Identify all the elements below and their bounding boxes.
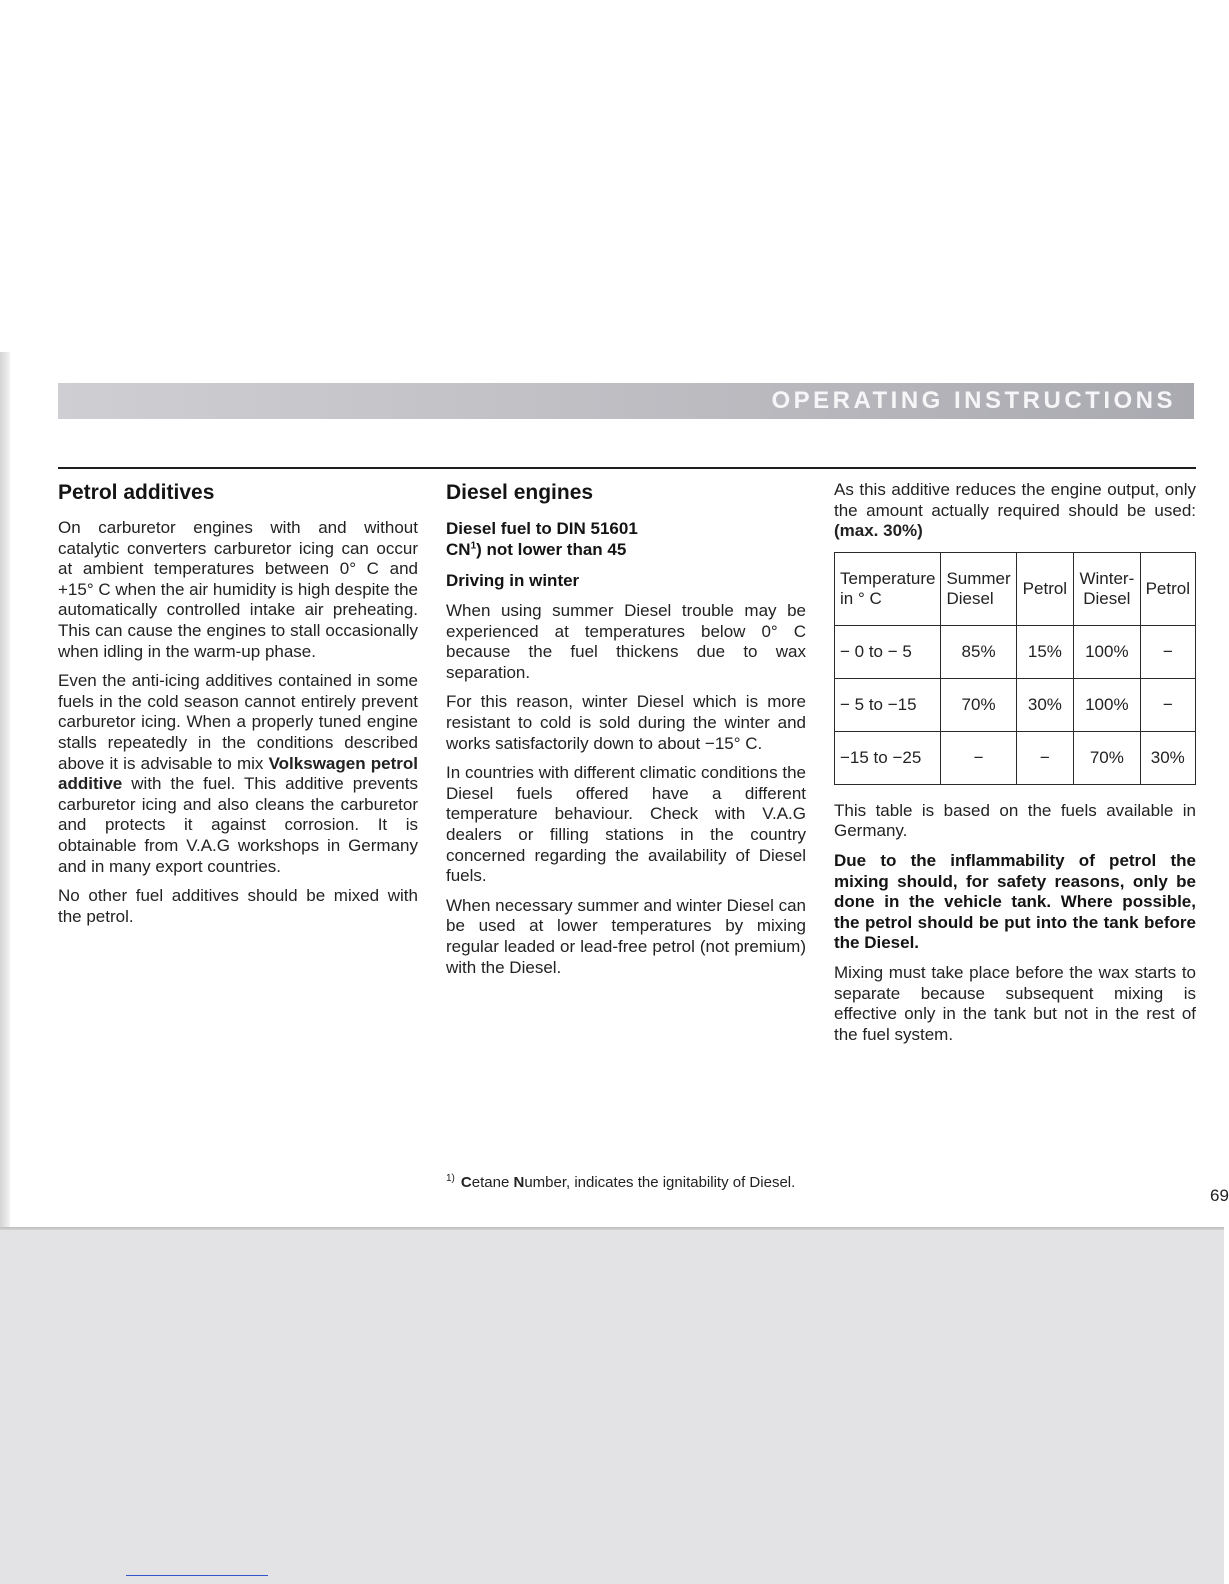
- scan-background: [0, 1230, 1224, 1584]
- subheading-driving-in-winter: Driving in winter: [446, 571, 580, 590]
- footnote-marker: 1): [446, 1173, 455, 1184]
- text-cn-rest: ) not lower than 45: [476, 540, 627, 559]
- text-segment: As this additive reduces the engine output, only the amount actually required should be used:: [834, 480, 1196, 520]
- footnote-ref: 1: [470, 540, 477, 552]
- heading-petrol-additives: Petrol additives: [58, 481, 215, 504]
- table-row: [835, 625, 1196, 678]
- table-cell: −: [1016, 731, 1073, 784]
- page-number: 69: [1210, 1186, 1229, 1205]
- table-cell: −: [941, 731, 1016, 784]
- section-header-title: OPERATING INSTRUCTIONS: [771, 387, 1176, 414]
- paragraph-additive-intro: [834, 480, 1196, 542]
- text-cetane-rest: etane: [471, 1174, 514, 1191]
- table-header-row: [835, 552, 1196, 625]
- paragraph-table-basis: This table is based on the fuels available in Germany.: [834, 800, 1196, 841]
- text-number-rest: umber, indicates the ignitability of Diesel.: [524, 1174, 796, 1191]
- paragraph-anti-icing: [58, 671, 418, 877]
- link-underline: [126, 1575, 268, 1576]
- table-header-cell: Winter-Diesel: [1074, 552, 1140, 625]
- paragraph-winter-diesel: For this reason, winter Diesel which is more resistant to cold is sold during the winter and works satisfactorily down to about −15° C.: [446, 692, 806, 753]
- table-cell: 15%: [1016, 625, 1073, 678]
- text-din: Diesel fuel to DIN 51601: [446, 519, 638, 538]
- table-cell: 70%: [1074, 731, 1140, 784]
- table-cell: − 5 to −15: [835, 678, 941, 731]
- footnote-cetane: [446, 1170, 806, 1192]
- paragraph-summer-diesel: When using summer Diesel trouble may be experienced at temperatures below 0° C because the fuel thickens due to wax separation.: [446, 601, 806, 682]
- paragraph-carburetor-icing: On carburetor engines with and without catalytic converters carburetor icing can occur at ambient temperatures between 0° C and +15° C when the air humidity is high despite the automatically controlled intake air preheating. This can cause the engines to stall occasionally when idling in the warm-up phase.: [58, 518, 418, 661]
- table-cell: 30%: [1016, 678, 1073, 731]
- table-cell: − 0 to − 5: [835, 625, 941, 678]
- table-cell: 100%: [1074, 678, 1140, 731]
- table-cell: 85%: [941, 625, 1016, 678]
- text-segment: Even the anti-icing additives contained in some fuels in the cold season cannot entirely prevent carburetor icing. When a properly tuned engine stalls repeatedly in the conditions described above it is advisable to mix: [58, 671, 418, 773]
- table-cell: 30%: [1140, 731, 1195, 784]
- text-cn: CN: [446, 540, 471, 559]
- header-rule: [58, 467, 1196, 469]
- table-header-cell: Temperature in ° C: [835, 552, 941, 625]
- table-cell: −15 to −25: [835, 731, 941, 784]
- column-diesel-engines: [446, 480, 806, 987]
- scan-binding-edge: [0, 352, 10, 1230]
- subheading-diesel-fuel: [446, 518, 806, 560]
- text-number-initial: N: [513, 1174, 525, 1191]
- paragraph-no-other-additives: No other fuel additives should be mixed with the petrol.: [58, 886, 418, 926]
- table-header-cell: Petrol: [1016, 552, 1073, 625]
- table-header-cell: Petrol: [1140, 552, 1195, 625]
- table-cell: −: [1140, 678, 1195, 731]
- table-header-cell: Summer Diesel: [941, 552, 1016, 625]
- column-mixing: [834, 480, 1196, 1054]
- text-segment: with the fuel. This additive prevents carburetor icing and also cleans the carburetor and protects it against corrosion. It is obtainable from V.A.G workshops in Germany and in many export countries.: [58, 774, 418, 876]
- table-cell: −: [1140, 625, 1195, 678]
- table-cell: 70%: [941, 678, 1016, 731]
- column-petrol-additives: [58, 480, 418, 936]
- table-cell: 100%: [1074, 625, 1140, 678]
- text-max-30: (max. 30%): [834, 521, 923, 541]
- table-row: [835, 731, 1196, 784]
- text-cetane-initial: C: [460, 1174, 472, 1191]
- paragraph-mixing-timing: Mixing must take place before the wax starts to separate because subsequent mixing is effective only in the tank but not in the rest of the fuel system.: [834, 962, 1196, 1044]
- heading-diesel-engines: Diesel engines: [446, 481, 594, 504]
- table-row: [835, 678, 1196, 731]
- warning-inflammability: Due to the inflammability of petrol the mixing should, for safety reasons, only be done in the vehicle tank. Where possible, the petrol should be put into the tank before the Diesel.: [834, 850, 1196, 953]
- section-header-band: [58, 383, 1194, 419]
- paragraph-mixing-petrol: When necessary summer and winter Diesel can be used at lower temperatures by mixing regular leaded or lead-free petrol (not premium) with the Diesel.: [446, 895, 806, 977]
- text-volkswagen-additive: Volkswagen petrol additive: [58, 753, 418, 794]
- fuel-mix-table: [834, 552, 1196, 785]
- paragraph-other-countries: In countries with different climatic conditions the Diesel fuels offered have a different temperature behaviour. Check with V.A.G dealers or filling stations in the country concerned regarding the availability of Diesel fuels.: [446, 763, 806, 886]
